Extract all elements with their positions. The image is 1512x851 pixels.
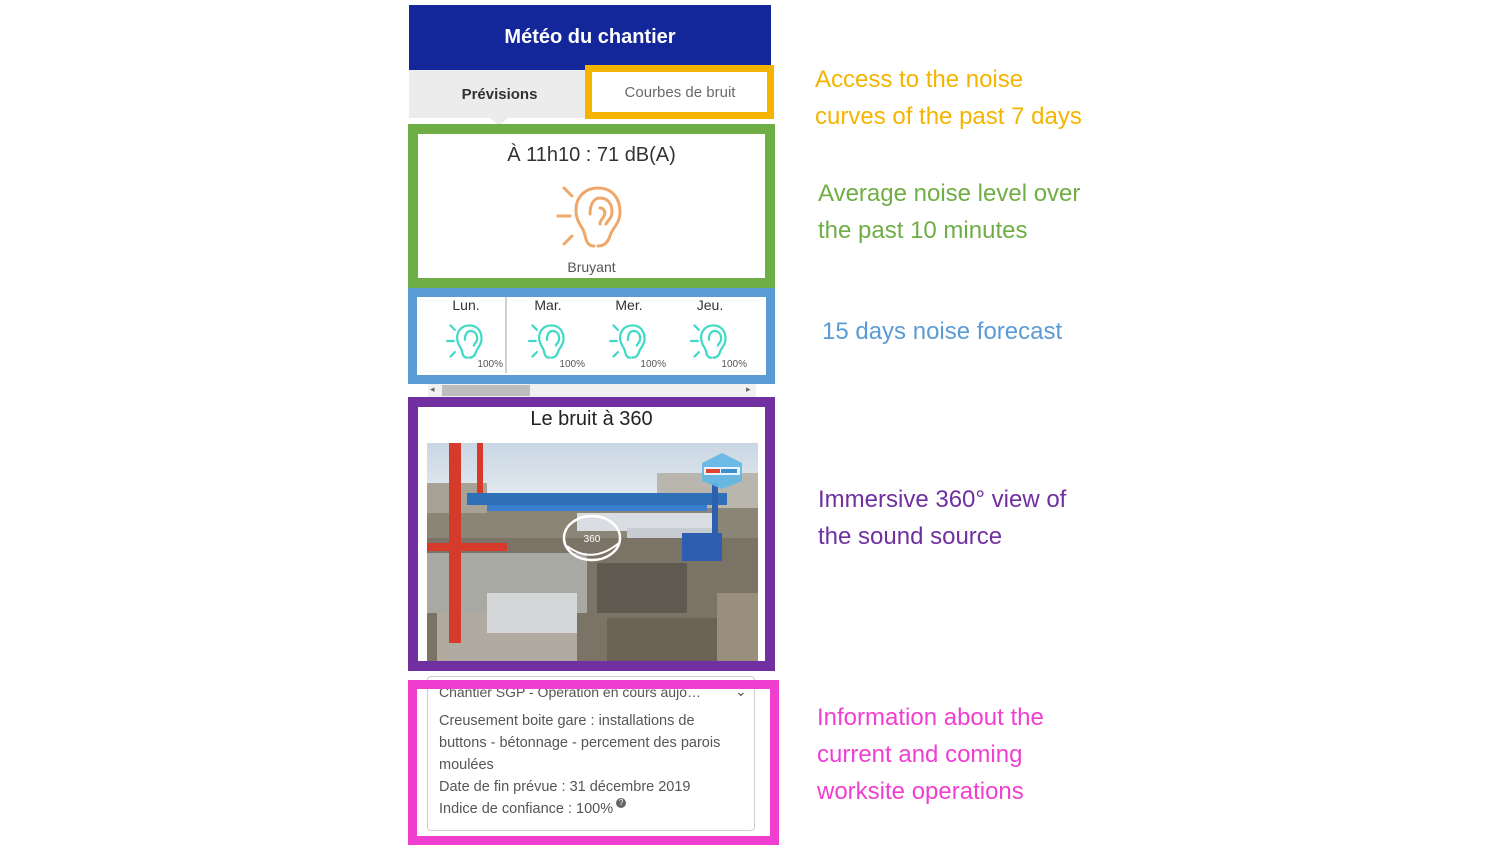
tab-courbes-de-bruit[interactable]: Courbes de bruit xyxy=(596,76,764,108)
forecast-day-label: Lun. xyxy=(452,297,480,313)
annotation-forecast: 15 days noise forecast xyxy=(822,318,1063,345)
annotation-view360: Immersive 360° view of the sound source xyxy=(818,486,1067,550)
annotation-average-noise: Average noise level over the past 10 minutes xyxy=(818,180,1081,244)
forecast-confidence: 100% xyxy=(721,359,747,370)
highlight-frame-forecast xyxy=(408,288,775,384)
forecast-day-label: Mar. xyxy=(534,297,562,313)
noise-status-label: Bruyant xyxy=(567,259,616,275)
forecast-day-label: Jeu. xyxy=(696,297,724,313)
chevron-down-icon[interactable]: ⌄ xyxy=(735,683,747,699)
operations-description: Creusement boite gare : installations de buttons - bétonnage - percement des parois moulées xyxy=(439,713,721,773)
forecast-confidence: 100% xyxy=(640,359,666,370)
view360-title: Le bruit à 360 xyxy=(530,408,653,430)
annotation-operations: Information about the current and coming worksite operations xyxy=(817,704,1044,805)
operations-confidence: Indice de confiance : 100% xyxy=(439,801,614,817)
highlight-frame-average-noise xyxy=(408,124,775,288)
operations-end-date: Date de fin prévue : 31 décembre 2019 xyxy=(439,779,691,795)
scrollbar-thumb[interactable] xyxy=(442,385,530,396)
forecast-confidence: 100% xyxy=(559,359,585,370)
view360-badge: 360 xyxy=(583,534,601,545)
forecast-confidence: 100% xyxy=(477,359,503,370)
annotation-noise-curves: Access to the noise curves of the past 7 days xyxy=(815,66,1082,130)
tab-previsions[interactable]: Prévisions xyxy=(409,70,590,118)
app-header-title: Météo du chantier xyxy=(409,5,771,70)
highlight-frame-operations xyxy=(408,680,779,845)
highlight-frame-noise-curves xyxy=(585,65,774,119)
operations-header[interactable]: Chantier SGP - Opération en cours aujo… xyxy=(439,684,701,700)
forecast-day-label: Mer. xyxy=(615,297,643,313)
current-noise-title: À 11h10 : 71 dB(A) xyxy=(507,144,676,166)
help-icon[interactable]: ? xyxy=(616,798,626,808)
highlight-frame-view360 xyxy=(408,397,775,671)
scroll-right-icon[interactable]: ▸ xyxy=(746,384,751,394)
scroll-left-icon[interactable]: ◂ xyxy=(430,384,435,394)
